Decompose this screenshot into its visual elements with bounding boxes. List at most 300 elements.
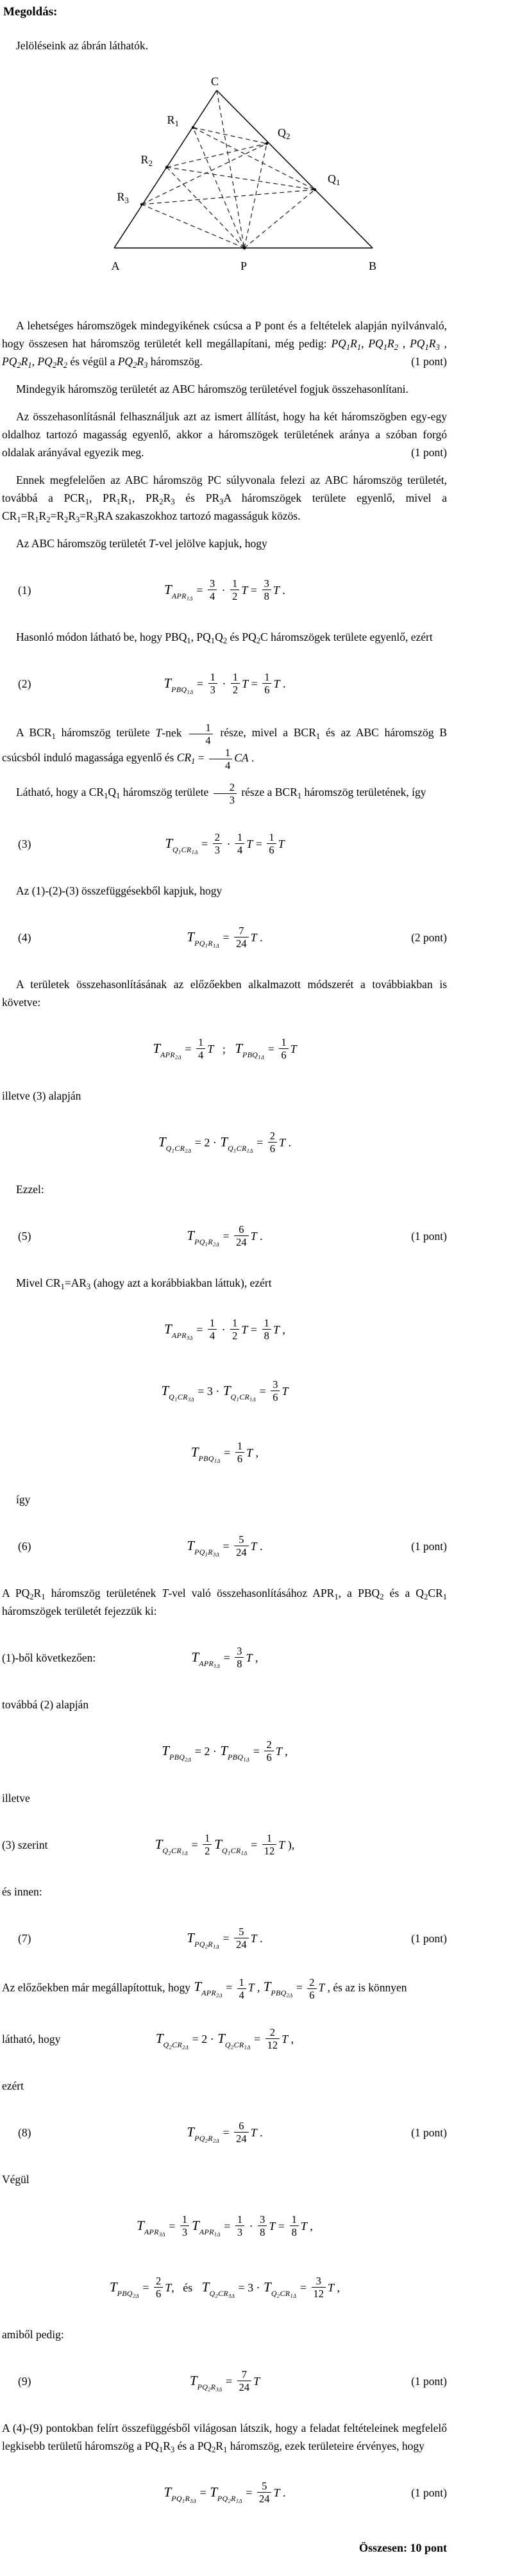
denominator: 8 [235,1657,244,1670]
text-run: = [250,1744,263,1758]
text-run: = [221,1651,233,1664]
denominator: 6 [262,683,271,696]
text-run: A $BCR_1$ háromszög területe [16,726,156,741]
area-letter: T [187,1538,195,1554]
fraction [234,1223,249,1248]
italic-run: T [165,2281,172,2294]
points-tag: (1 pont) [411,1931,447,1945]
area-symbol [164,675,194,695]
text-run: . [280,677,286,690]
text-run: = [194,677,206,690]
equation-row [2,2259,447,2316]
text-run: illetve (3) alapján [2,1089,81,1102]
text-run: amiből pedig: [2,2327,64,2341]
equation-row [2,2353,447,2409]
fraction [196,1036,205,1061]
text-run: A lehetséges háromszögek mindegyikének csúcsa a P pont és a feltételek alapján nyilvánvaló, hogy összesen hat háromszög területét kell megállapítani, még pedig: [2,318,447,350]
numerator: 1 [205,721,211,734]
numerator: 5 [239,1533,244,1546]
fraction [208,1317,217,1342]
area-letter: T [109,2279,117,2295]
paragraph [2,317,447,370]
text-run: Az (1)-(2)-(3) összefüggésekből kapjuk, hogy [16,884,223,897]
area-letter: T [191,1649,199,1665]
denominator: 8 [290,2225,299,2238]
equation-row [2,656,447,712]
denominator: 24 [237,2381,252,2393]
numerator: 1 [237,831,243,844]
paragraph [2,1976,447,2001]
text-run: = 3 · [194,1384,223,1398]
text-run: , [398,336,410,350]
equation [186,925,262,950]
equation [189,2368,260,2393]
equation-number: (6) [18,1539,31,1553]
equation-number: (1) [18,583,31,597]
italic-run: $PQ_1R_3$ [410,336,440,352]
equation-row [2,816,447,872]
area-letter: T [192,2218,199,2234]
vertex-label-c: C [210,74,219,88]
text-run: = [219,1539,233,1553]
fraction [237,1976,246,2001]
text-run: = [248,583,260,597]
text-run: , [334,2281,341,2294]
text-run: -vel való összehasonlításához $APR_1$, a $PBQ_2$ és a $Q_2CR_1$ háromszögek területét fejezzük ki: [2,1586,448,1617]
area-symbol [201,2279,235,2299]
text-run: , [361,336,369,350]
text-run: továbbá (2) alapján [2,1697,89,1711]
denominator: 4 [209,759,232,772]
area-subscript: $Q_2CR_{3\Delta}$ [209,2289,235,2299]
point-label-r1: $R_1$ [167,113,179,128]
text-run: Ennek megfelelően az ABC háromszög PC súlyvonala felezi az ABC háromszög területét, továbbá a $PCR_1$, $PR_1R_1$, $PR_2R_3$ és $PR_3A$ háromszögek területe egyenlő, mivel a $CR_1=R_1R_2=R_2R_3=R_3RA$ szakaszokhoz tartozó magasságuk közös. [2,473,447,524]
text-run: = [188,1838,201,1851]
text-run: = [139,2281,153,2294]
numerator: 1 [224,746,231,759]
text-run: = 2 · [192,1744,220,1758]
italic-run: T [282,2032,289,2045]
area-subscript: $APR_{3\Delta}$ [171,1331,193,1341]
equation-row [2,1630,447,1686]
area-symbol [187,1538,219,1558]
area-subscript: $Q_2CR_{2\Delta}$ [163,2040,189,2051]
equation [155,2026,294,2051]
text-run: = [221,2219,233,2233]
fraction [203,1832,212,1857]
area-symbol [235,1041,265,1061]
numerator: 2 [214,831,220,844]
area-symbol [164,1321,193,1341]
area-subscript: $PBQ_{2\Delta}$ [271,1988,293,1999]
text-run: Hasonló módon látható be, hogy $PBQ_1$, $PQ_1Q_2$ és $PQ_2C$ háromszögek területe egyenlő, ezért [16,630,433,645]
fraction [258,2213,267,2238]
area-letter: T [223,1383,231,1399]
point-label-q2: $Q_2$ [278,126,290,141]
equation [186,1533,262,1558]
dashed-segment-r3q2 [142,144,267,204]
text-run: . [256,1229,263,1243]
equation [160,1378,288,1403]
text-run: = [253,1135,266,1149]
equation-row [2,1723,447,1779]
area-letter: T [158,1134,166,1150]
italic-run: T [290,1042,297,1055]
fraction [264,1738,273,1763]
numerator: 6 [239,2120,244,2133]
italic-run: T [248,1981,255,1994]
fraction [230,1317,239,1342]
equation-number: (5) [18,1229,31,1243]
text-run: . [256,2126,263,2139]
numerator: 1 [232,671,239,684]
equation-number: (9) [18,2374,31,2388]
area-symbol [189,2373,223,2393]
denominator: 8 [258,2225,267,2238]
paragraph [2,1274,447,1292]
italic-run: T [328,2281,335,2294]
area-subscript: $Q_2CR_{1\Delta}$ [224,2040,251,2051]
equation-row [2,909,447,966]
text-run: , és az is könnyen [324,1981,407,1994]
area-letter: T [164,675,172,691]
points-tag: (1 pont) [411,2126,447,2139]
denominator: 6 [268,1142,277,1155]
italic-run: $PQ_2R_1$, [2,354,35,370]
numerator: 7 [239,925,244,937]
area-subscript: $Q_1CR_{1\Delta}$ [172,845,198,855]
paragraph [2,2170,447,2188]
text-run: A $PQ_2R_1$ háromszög területének [2,1586,162,1601]
text-run: · [246,2219,256,2233]
area-symbol [214,1837,248,1856]
numerator: 1 [237,2213,243,2226]
numerator: 3 [237,1645,242,1658]
equation-row [2,2465,447,2521]
numerator: 1 [198,1036,204,1049]
italic-run: T [241,1323,248,1336]
area-subscript: $Q_2CR_{1\Delta}$ [162,1846,188,1856]
text-run: . [280,2486,286,2499]
paragraph [2,1490,447,1508]
denominator: 2 [230,590,239,602]
text-run: A (4)-(9) pontokban felírt összefüggésből világosan látszik, hogy a feladat feltételeinek megfelelő legkisebb területű háromszög a $PQ_1R_3$ és a $PQ_2R_1$ háromszög, ezek területeire érvényes, hogy [2,2421,447,2454]
area-symbol [187,1930,219,1950]
fraction [271,1378,280,1403]
area-symbol [194,1979,223,1999]
area-subscript: $APR_{2\Delta}$ [201,1988,223,1999]
equation-label: (3) szerint [2,1838,48,1851]
area-subscript: $Q_1CR_{2\Delta}$ [165,1144,192,1154]
area-subscript: $PBQ_{1\Delta}$ [198,1454,221,1464]
fraction [312,2275,326,2300]
area-subscript: $PQ_1R_{1\Delta}$ [194,939,219,949]
paragraph [2,975,447,1011]
denominator: 24 [234,1235,249,1248]
area-symbol [191,1649,221,1669]
paragraph [2,1696,447,1713]
equation-number: (8) [18,2126,31,2139]
point-p [243,246,246,249]
text-run: = [248,1838,260,1851]
text-run: = [219,2126,233,2139]
numerator: 2 [229,780,235,793]
italic-run: T [149,536,155,550]
points-tag: (1 pont) [411,445,447,459]
numerator: 1 [266,1832,273,1845]
text-run: = [256,1384,269,1398]
fraction [208,671,217,696]
italic-run: T [155,726,162,739]
denominator: 24 [234,937,249,950]
text-run: = [165,2219,178,2233]
area-symbol [164,582,193,602]
italic-run: T [273,677,280,690]
italic-run: T [250,2126,257,2139]
equation-number: (7) [18,1931,31,1945]
paragraph [2,1789,447,1807]
numerator: 1 [269,831,274,844]
dashed-segment-pr1 [193,128,244,248]
text-run: = [193,583,206,597]
area-subscript: $PQ_2R_{1\Delta}$ [217,2494,242,2504]
numerator: 1 [232,577,238,590]
area-letter: T [137,2218,144,2234]
equation-label: látható, hogy [2,2032,61,2045]
text-run: így [16,1492,31,1506]
numerator: 5 [262,2480,267,2493]
fraction [154,2275,163,2300]
text-run: = [219,1229,233,1243]
text-run: = [297,2281,310,2294]
vertex-label-a: A [111,259,120,272]
text-run: ezért [2,2079,24,2092]
text-run: része a $BCR_1$ háromszög területének, így [238,786,426,801]
equation [164,577,285,602]
italic-run: T [246,1446,253,1459]
italic-run: T [246,1651,253,1664]
text-run: = 2 · [192,1135,220,1149]
equation-number: (4) [18,930,31,944]
area-letter: T [164,582,172,598]
area-letter: T [153,1041,160,1057]
paragraph [2,534,447,552]
fraction [235,1440,244,1465]
area-letter: T [190,1444,199,1460]
text-run: = [223,2374,235,2388]
point-label-q1: $Q_1$ [328,172,341,187]
point-label-r3: $R_3$ [117,190,129,205]
text-run: -vel jelölve kapjuk, hogy [155,536,267,550]
text-run: része, mivel a $BCR_1$ és az ABC háromszög B csúcsból induló magassága egyenlő és [2,726,447,764]
denominator: 6 [271,1391,280,1403]
fraction [262,1317,271,1342]
point-r3 [140,203,143,206]
numerator: 2 [309,1976,315,1988]
area-letter: T [187,2124,195,2140]
text-run: . [256,1539,263,1553]
equation-row [2,1021,447,1077]
point-q1 [314,188,316,191]
denominator: 3 [214,793,237,806]
denominator: 4 [196,1048,205,1061]
denominator: 4 [208,1329,217,1342]
italic-run: T [241,583,248,597]
numerator: 1 [209,1317,215,1330]
triangle-edge-bc [217,90,373,248]
text-run: , [253,1446,259,1459]
numerator: 2 [269,1130,275,1143]
area-letter: T [155,1837,163,1853]
equation-row [2,2198,447,2254]
text-run: , [252,1651,258,1664]
area-subscript: $Q_1CR_{1\Delta}$ [228,1144,253,1154]
area-symbol [137,2218,165,2238]
equation [158,1130,291,1155]
italic-run: T [250,1539,257,1553]
text-run: = [197,2486,210,2499]
equation [186,1926,262,1951]
fraction [180,2213,189,2238]
numerator: 1 [291,2213,297,2226]
text-run: , [288,2032,294,2045]
denominator: 12 [265,2038,280,2051]
area-letter: T [165,836,173,852]
text-run: · [219,583,229,597]
denominator: 24 [234,2132,249,2145]
equation [155,1832,295,1857]
text-run: · [219,1323,229,1336]
text-run: = [253,837,265,850]
text-run: és végül a [67,354,118,368]
area-symbol [165,836,198,855]
denominator: 3 [213,843,222,856]
area-symbol [223,1383,256,1403]
area-letter: T [220,1134,228,1150]
denominator: 24 [234,1546,249,1558]
area-letter: T [155,2031,164,2047]
numerator: 6 [239,1223,244,1236]
italic-run: T [300,2219,307,2233]
numerator: 1 [237,1440,243,1453]
text-run: = 3 · [235,2281,264,2294]
fraction [262,577,271,602]
italic-run: T [273,583,280,597]
area-letter: T [161,1383,169,1399]
intro-paragraph: Jelöléseink az ábrán láthatók. [16,38,149,52]
text-run: Mindegyik háromszög területét az ABC háromszög területével fogjuk összehasonlítani. [16,382,408,395]
denominator: 6 [279,1048,288,1061]
dashed-segment-r2q2 [167,144,267,167]
italic-run: T [246,837,253,850]
denominator: 2 [231,683,240,696]
fraction [290,2213,299,2238]
fraction [234,2120,249,2145]
text-run: , [282,1744,288,1758]
area-symbol [187,1228,219,1248]
fraction [209,747,232,772]
paragraph [2,2325,447,2343]
numerator: 1 [181,2213,188,2226]
area-symbol [192,2218,221,2238]
paragraph [2,781,447,806]
numerator: 2 [156,2275,162,2288]
area-letter: T [220,1743,228,1759]
denominator: 4 [189,734,212,747]
numerator: 3 [209,577,215,590]
numerator: 1 [264,1317,269,1330]
area-symbol [190,1444,221,1464]
fraction [267,831,276,856]
area-subscript: $APR_{2\Delta}$ [160,1050,181,1061]
text-run: , és [171,2281,201,2294]
numerator: 1 [210,671,215,684]
italic-run: T [242,677,249,690]
area-subscript: $APR_{3\Delta}$ [144,2227,165,2238]
text-run: = [221,1446,233,1459]
equation-row [2,1301,447,1358]
area-subscript: $Q_1CR_{1\Delta}$ [222,1846,248,1856]
denominator: 6 [154,2287,163,2300]
text-run: = [181,1042,195,1055]
points-tag: (1 pont) [411,2374,447,2388]
area-symbol [220,1134,253,1154]
text-run: = [265,1042,278,1055]
paragraph [2,628,447,646]
numerator: 5 [239,1926,244,1938]
total-points: Összesen: 10 pont [358,2541,447,2554]
numerator: 2 [269,2026,275,2039]
area-symbol [161,1383,194,1403]
text-run: ), [285,1838,295,1851]
fraction [234,1926,249,1951]
numerator: 3 [260,2213,265,2226]
area-symbol [109,2279,139,2299]
equation-row [2,2104,447,2161]
paragraph [2,1584,447,1620]
text-run: Az ABC háromszög területét [16,536,149,550]
text-run: -nek [162,726,188,739]
points-tag: (1 pont) [411,1539,447,1553]
triangle-diagram [2,63,513,302]
area-subscript: $PBQ_{2\Delta}$ [117,2289,139,2299]
solution-page [2,0,447,2557]
area-letter: T [189,2373,198,2389]
area-subscript: $Q_1CR_{3\Delta}$ [169,1392,194,1403]
fraction [235,1645,244,1670]
text-run: = [248,1323,260,1336]
area-letter: T [164,2484,172,2500]
italic-run: T [278,1838,285,1851]
area-subscript: $PQ_2R_{2\Delta}$ [194,2134,219,2144]
italic-run: $PQ_2R_3$ [117,354,148,370]
text-run: és innen: [2,1885,42,1898]
area-symbol [187,2124,219,2144]
text-run: , [439,336,447,350]
area-subscript: $Q_1CR_{1\Delta}$ [230,1392,256,1403]
fraction [279,1036,288,1061]
denominator: 2 [203,1844,212,1857]
equation [186,2120,262,2145]
paragraph [2,1087,447,1105]
italic-run: T [273,2486,280,2499]
paragraph [2,2419,447,2455]
paragraph [2,1883,447,1901]
equation-row [2,1817,447,1873]
italic-run: T [282,1384,289,1398]
text-run: . [248,751,255,764]
area-subscript: $PQ_2R_{1\Delta}$ [194,1940,219,1950]
